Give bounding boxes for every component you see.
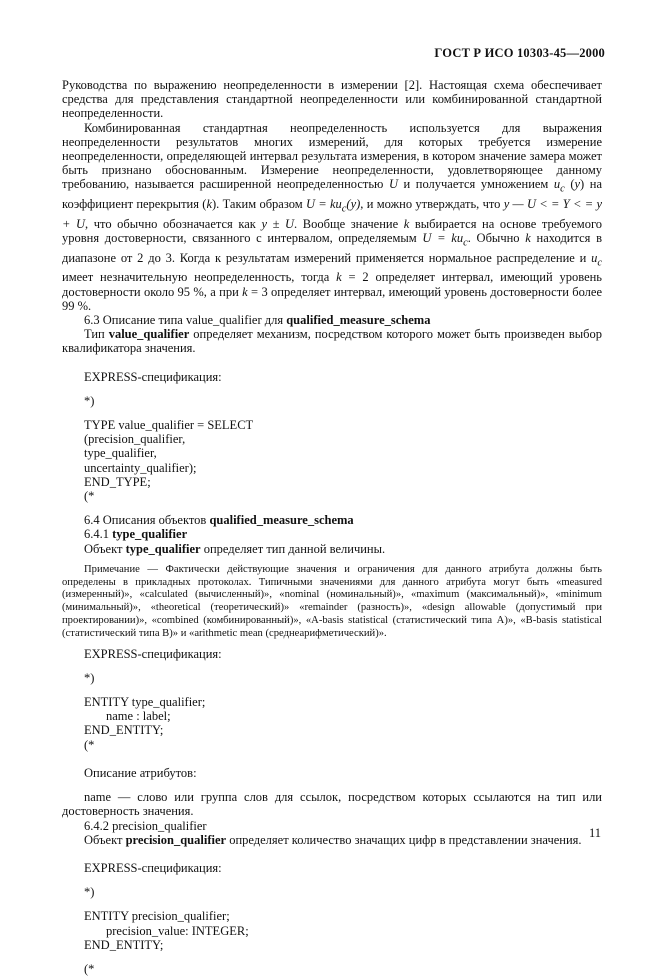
section-heading-6-3: 6.3 Описание типа value_qualifier для qualified_measure_schema — [84, 313, 431, 328]
document-header: ГОСТ Р ИСО 10303-45—2000 — [434, 46, 605, 60]
paragraph-uncertainty: Комбинированная стандартная неопределенность используется для выражения неопределенности результатов многих измерений, для которых требуется измерение неопределенности, определяющей интервал результата измерения, в котором значение замера может быть признано обоснованным. Измерение неопределенности, удовлетворяющее данному требованию, называется расширенной неопределенностью U и получается умножением $u_c$ (y) на коэффициент перекрытия (k). Таким образом $U = ku_c(y)$, и можно утверждать, что y — U < = Y < = y + U, что обычно обозначается как y ± U. Вообще значение k выбирается на основе требуемого уровня достоверности, связанного с интервалом, определяемым $U = ku_c$. Обычно k находится в диапазоне от 2 до 3. Когда к результатам измерений применяется нормальное распределение и $u_c$ имеет незначительную неопределенность, тогда k = 2 определяет интервал, имеющий уровень достоверности около 95 %, а при k = 3 определяет интервал, имеющий уровень достоверности более 99 %. — [62, 120, 603, 313]
express-open-mark: *) — [84, 670, 95, 685]
express-code-value-qualifier — [62, 418, 602, 503]
attribute-name-description: name — слово или группа слов для ссылок, посредством которых ссылаются на тип или достоверность значения. — [62, 790, 602, 819]
code-line: ENTITY precision_qualifier; — [84, 909, 230, 924]
express-label: EXPRESS-спецификация: — [84, 860, 222, 875]
attributes-label: Описание атрибутов: — [84, 765, 197, 780]
paragraph-intro: Руководства по выражению неопределенности в измерении [2]. Настоящая схема обеспечивает средства для представления стандартной неопределенности или комбинированной стандартной неопределенности. — [62, 78, 602, 121]
note-type-qualifier: Примечание — Фактически действующие значения и ограничения для данного атрибута должны быть определены в прикладных протоколах. Типичными значениями для данного атрибута могут быть «measured (измеренный)», «calculated (вычисленный)», «nominal (номинальный)», «maximum (максимальный)», «minimum (минимальный)», «theoretical (теоретический)» «remainder (разность)», «design allowable (допустимый при проектировании)», «combined (комбинированный)», «A-basis statistical (статистический типа A)», «B-basis statistical (статистический типа B)» и «arithmetic mean (среднеарифметический)». — [62, 563, 602, 639]
code-line: (precision_qualifier, — [84, 432, 186, 447]
code-line: uncertainty_qualifier); — [84, 460, 197, 475]
express-open-mark: *) — [84, 393, 95, 408]
paragraph-type-qualifier: Объект type_qualifier определяет тип данной величины. — [84, 541, 386, 556]
code-line: TYPE value_qualifier = SELECT — [84, 418, 254, 433]
express-label: EXPRESS-спецификация: — [84, 369, 222, 384]
code-line: precision_value: INTEGER; — [106, 923, 249, 938]
code-line: name : label; — [106, 709, 171, 724]
paragraph-precision-qualifier: Объект precision_qualifier определяет количество значащих цифр в представлении значения. — [84, 832, 582, 847]
express-code-type-qualifier — [62, 695, 602, 752]
express-open-mark: *) — [84, 885, 95, 900]
express-close-mark: (* — [84, 961, 95, 976]
paragraph-value-qualifier: Тип value_qualifier определяет механизм, посредством которого может быть произведен выбор квалификатора значения. — [62, 327, 602, 356]
page-number: 11 — [588, 826, 601, 840]
section-heading-6-4-1: 6.4.1 type_qualifier — [84, 527, 188, 542]
section-heading-6-4: 6.4 Описания объектов qualified_measure_schema — [84, 513, 354, 528]
express-label: EXPRESS-спецификация: — [84, 646, 222, 661]
express-close-mark: (* — [84, 489, 95, 504]
code-line: ENTITY type_qualifier; — [84, 695, 206, 710]
section-heading-6-4-2: 6.4.2 precision_qualifier — [84, 818, 207, 833]
express-close-mark: (* — [84, 737, 95, 752]
code-line: END_TYPE; — [84, 474, 151, 489]
code-line: END_ENTITY; — [84, 937, 164, 952]
code-line: type_qualifier, — [84, 446, 157, 461]
page-content — [62, 78, 602, 976]
express-code-precision-qualifier — [62, 909, 602, 976]
code-line: END_ENTITY; — [84, 723, 164, 738]
